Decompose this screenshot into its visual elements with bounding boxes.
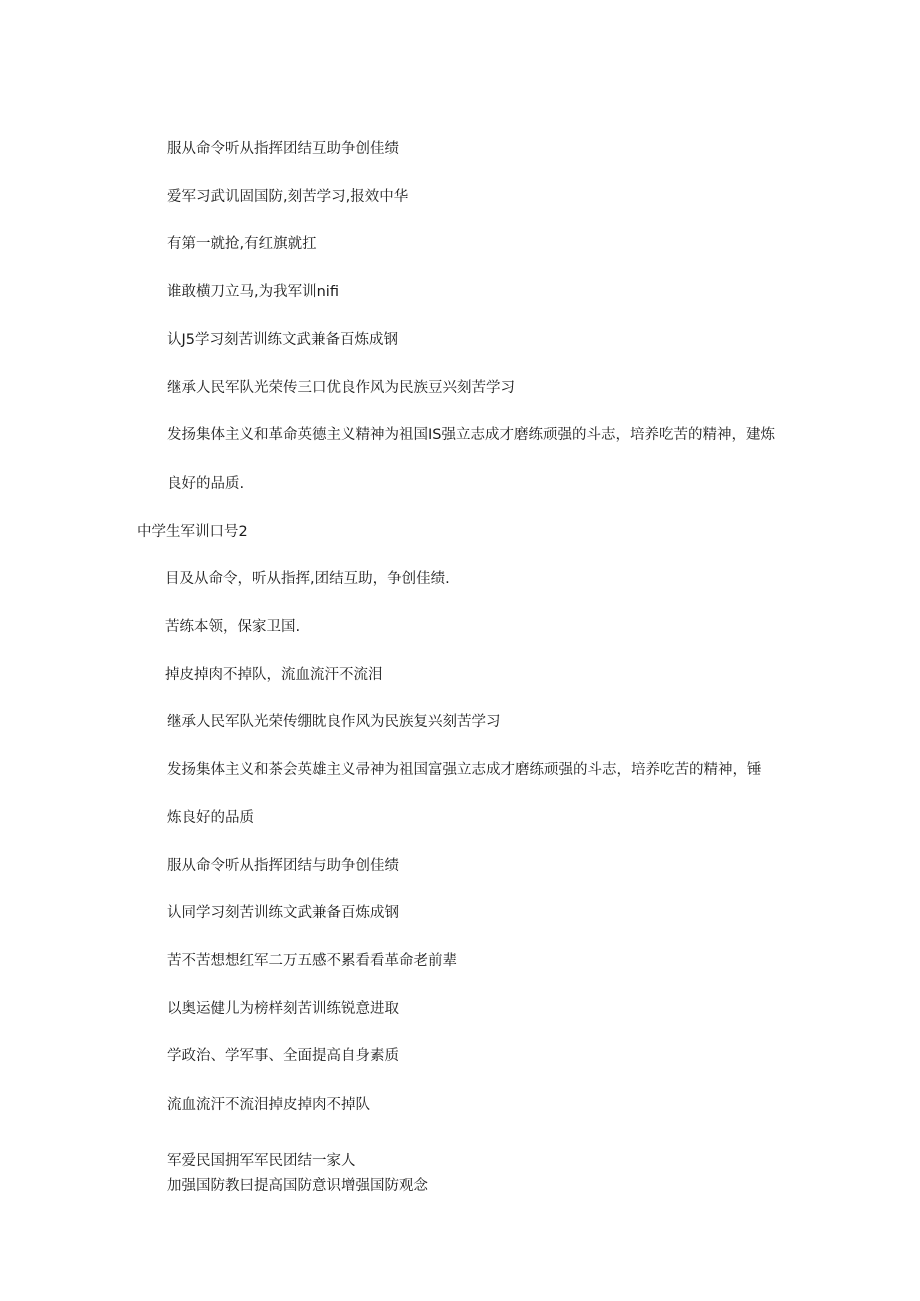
slogan-line: 认同学习刻苦训练文武兼备百炼成钢 [167,905,399,921]
slogan-line: 掉皮掉肉不掉队，流血流汗不流泪 [165,667,383,683]
slogan-line: 发扬集体主义和茶会英雄主义帚神为祖国富强立志成才磨练顽强的斗志，培养吃苦的精神，锤 [167,762,762,778]
slogan-line: 流血流汗不流泪掉皮掉肉不掉队 [167,1097,370,1113]
slogan-line: 学政治、学军事、全面提高自身素质 [167,1048,399,1064]
slogan-line: 爱军习武讥固国防,刻苦学习,报效中华 [167,189,409,205]
slogan-line: 以奥运健儿为榜样刻苦训练锐意进取 [167,1001,399,1017]
slogan-line: 发扬集体主义和革命英德主义精神为祖国IS强立志成才磨练顽强的斗志，培养吃苦的精神，建炼 [167,427,775,443]
slogan-line: 继承人民军队光荣传绷眈良作风为民族复兴刻苦学习 [167,714,501,730]
slogan-line: 苦练本领，保家卫国. [165,619,301,635]
slogan-line: 目及从命令，听从指挥,团结互助，争创佳绩. [165,571,450,587]
slogan-line: 服从命令听从指挥团结互助争创佳绩 [167,141,399,157]
slogan-line: 良好的品质. [167,476,245,492]
section-heading: 中学生军训口号2 [137,524,248,540]
slogan-line: 苦不苦想想红军二万五感不累看看革命老前辈 [167,953,457,969]
slogan-line: 加强国防教曰提高国防意识增强国防观念 [167,1178,428,1194]
slogan-line: 谁敢横刀立马,为我军训nifi [167,284,339,300]
slogan-line: 有第一就抢,有红旗就扛 [167,236,317,252]
slogan-line: 军爱民国拥军军民团结一家人 [167,1153,356,1169]
slogan-line: 继承人民军队光荣传三口优良作风为民族豆兴刻苦学习 [167,380,515,396]
slogan-line: 炼良好的品质 [167,810,254,826]
slogan-line: 认J5学习刻苦训练文武兼备百炼成钢 [167,332,399,348]
slogan-line: 服从命令听从指挥团结与助争创佳绩 [167,858,399,874]
